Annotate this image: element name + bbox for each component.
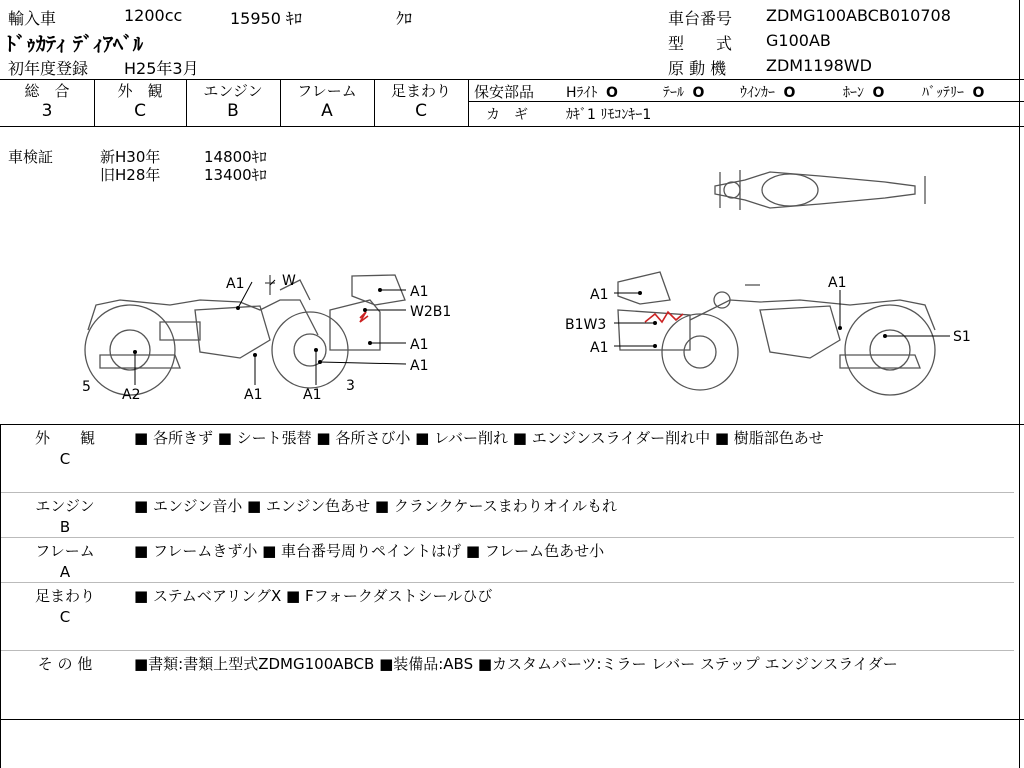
section-divider [0, 582, 1014, 583]
grade-value-suspension: C [415, 101, 427, 121]
left-label: A1 [244, 387, 263, 403]
safety-parts-label: 保安部品 [474, 83, 535, 101]
detail-grade-exterior: C [59, 450, 71, 468]
displacement: 1200cc [124, 6, 183, 25]
inspection-new-value: 14800ｷﾛ [204, 148, 267, 166]
motorcycle-right-side-view [618, 272, 935, 395]
safety-battery-name: ﾊﾞｯﾃﾘｰ [922, 85, 964, 101]
grade-value-frame: A [321, 101, 333, 121]
grade-header-suspension: 足まわり [390, 82, 451, 100]
damage-mark [360, 312, 368, 322]
color-value: ｸﾛ [396, 9, 413, 28]
inspection-old-value: 13400ｷﾛ [204, 166, 267, 184]
section-divider [0, 537, 1014, 538]
safety-winker-mark: O [783, 85, 796, 101]
left-label: A1 [303, 387, 322, 403]
left-dots [133, 288, 382, 364]
detail-text-other: ■書類:書類上型式ZDMG100ABCB ■装備品:ABS ■カスタムパーツ:ミラー レバー ステップ エンジンスライダー [134, 655, 898, 673]
frame-left-line [0, 424, 1, 768]
left-leaders [135, 280, 406, 385]
detail-title-exterior: 外 観 [34, 429, 95, 447]
left-label: A1 [410, 337, 429, 353]
safety-headlight-name: Hﾗｲﾄ [566, 85, 598, 101]
safety-horn-mark: O [872, 85, 885, 101]
first-registration-label: 初年度登録 [8, 59, 89, 78]
details-top-line [0, 424, 1024, 425]
grade-header-overall: 総 合 [24, 82, 70, 100]
right-label: A1 [590, 287, 609, 303]
key-label: カ ギ [486, 107, 528, 123]
first-registration-value: H25年3月 [124, 59, 199, 78]
detail-grade-engine: B [59, 518, 71, 536]
safety-headlight-mark: O [605, 85, 618, 101]
section-divider [0, 492, 1014, 493]
safety-horn-name: ﾎｰﾝ [843, 85, 864, 101]
safety-winker-name: ｳｲﾝｶｰ [740, 85, 775, 101]
detail-title-frame: フレーム [35, 542, 95, 560]
right-label: A1 [590, 340, 609, 356]
model-name: ﾄﾞｩｶﾃｨ ﾃﾞｨｱﾍﾞﾙ [6, 32, 143, 56]
mileage: 15950 ｷﾛ [230, 9, 302, 28]
left-label: W2B1 [410, 304, 452, 320]
left-label: A1 [410, 358, 429, 374]
inspection-label: 車検証 [8, 148, 54, 166]
right-label: A1 [828, 275, 847, 291]
frame-number-label: 車台番号 [668, 9, 733, 28]
grade-value-engine: B [227, 101, 239, 121]
detail-text-frame: ■ フレームきず小 ■ 車台番号周りペイントはげ ■ フレーム色あせ小 [134, 542, 605, 560]
type-value: G100AB [766, 31, 831, 50]
frame-right-line [1019, 0, 1020, 768]
frame-number-value: ZDMG100ABCB010708 [766, 6, 951, 25]
motorcycle-left-side-view [85, 275, 405, 395]
detail-title-engine: エンジン [35, 497, 95, 515]
detail-text-engine: ■ エンジン音小 ■ エンジン色あせ ■ クランクケースまわりオイルもれ [134, 497, 618, 515]
left-label: A2 [122, 387, 141, 403]
left-label: A1 [410, 284, 429, 300]
inspection-old-label: 旧H28年 [100, 166, 161, 184]
detail-title-suspension: 足まわり [34, 587, 95, 605]
right-label: B1W3 [565, 317, 607, 333]
left-label: W [282, 273, 296, 289]
detail-title-other: そ の 他 [37, 655, 93, 673]
motorcycle-top-view [715, 170, 925, 210]
detail-text-suspension: ■ ステムベアリングX ■ Fフォークダストシールひび [134, 587, 493, 605]
section-divider [0, 650, 1014, 651]
import-label: 輸入車 [8, 9, 57, 28]
left-label: 3 [346, 378, 355, 394]
safety-taillight-mark: O [692, 85, 705, 101]
safety-taillight-name: ﾃｰﾙ [663, 85, 684, 101]
type-label: 型 式 [668, 34, 733, 53]
detail-grade-suspension: C [59, 608, 71, 626]
left-label: A1 [226, 276, 245, 292]
grade-header-frame: フレーム [297, 82, 357, 100]
left-label: 5 [82, 379, 91, 395]
safety-battery-mark: O [972, 85, 985, 101]
grade-header-engine: エンジン [203, 82, 263, 100]
engine-model-value: ZDM1198WD [766, 56, 872, 75]
grade-value-overall: 3 [41, 101, 53, 121]
grade-value-exterior: C [134, 101, 146, 121]
engine-model-label: 原 動 機 [668, 59, 727, 78]
detail-grade-frame: A [59, 563, 71, 581]
details-bottom-line [0, 719, 1024, 720]
inspection-new-label: 新H30年 [100, 148, 161, 166]
grade-header-exterior: 外 観 [117, 82, 163, 100]
detail-text-exterior: ■ 各所きず ■ シート張替 ■ 各所さび小 ■ レバー削れ ■ エンジンスライダー削れ中 ■ 樹脂部色あせ [134, 429, 824, 447]
right-label: S1 [953, 329, 971, 345]
key-value: ｶｷﾞ1 ﾘﾓｺﾝｷｰ1 [566, 107, 652, 123]
